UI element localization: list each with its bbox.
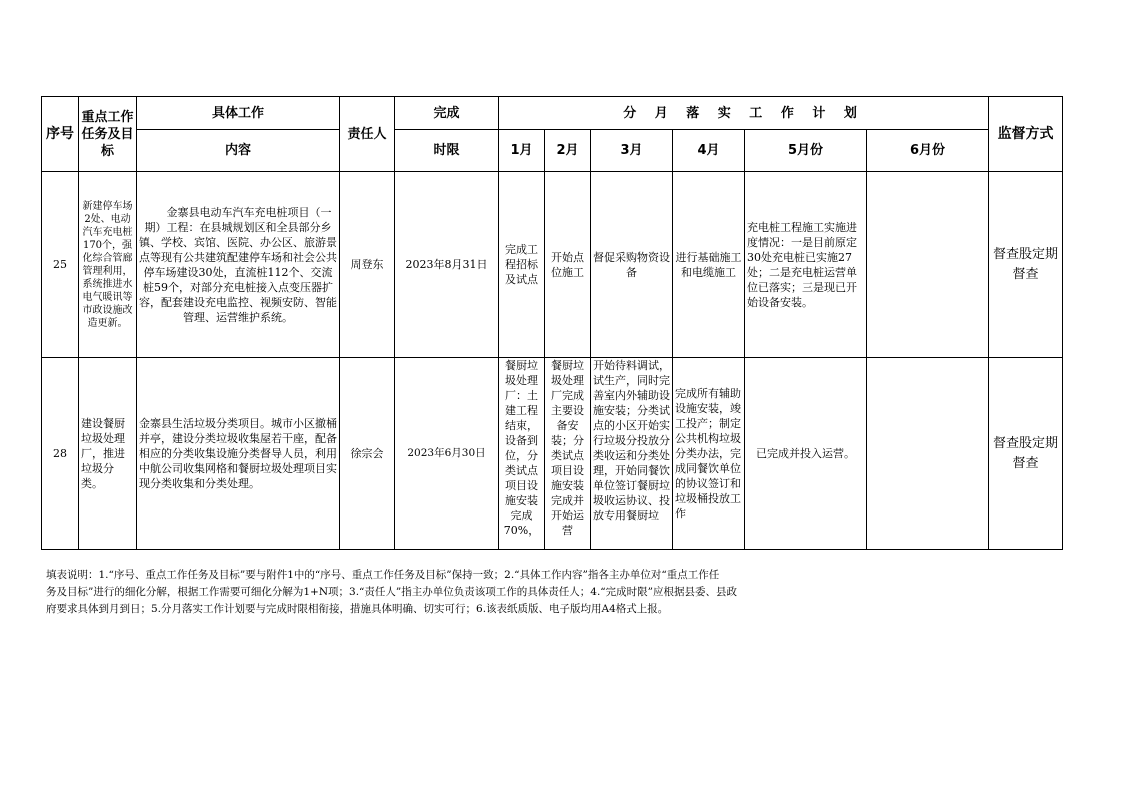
header-deadline-bottom: 时限 — [395, 130, 499, 172]
row-month-5: 已完成并投入运营。 — [745, 358, 867, 550]
table-row — [42, 358, 1063, 550]
row-month-6 — [867, 358, 989, 550]
note-line-1: 填表说明：1.“序号、重点工作任务及目标”要与附件1中的“序号、重点工作任务及目标”保持一致；2.“具体工作内容”指各主办单位对“重点工作任 — [46, 569, 720, 581]
row-task: 建设餐厨垃圾处理厂，推进垃圾分类。 — [79, 358, 137, 550]
row-month-4: 完成所有辅助设施安装，竣工投产；制定公共机构垃圾分类办法，完成同餐饮单位的协议签订和垃圾桶投放工作 — [673, 358, 745, 550]
row-month-1: 完成工程招标及试点 — [499, 172, 545, 358]
row-month-1-text: 餐厨垃圾处理厂：土建工程结束，设备到位，分类试点项目设施安装完成70%， — [503, 359, 540, 537]
note-line-3: 府要求具体到月到日；5.分月落实工作计划要与完成时限相衔接，措施具体明确、切实可行；6.该表纸质版、电子版均用A4格式上报。 — [46, 603, 669, 615]
row-month-1 — [499, 358, 545, 550]
header-deadline-top: 完成 — [395, 97, 499, 130]
row-month-2: 开始点位施工 — [545, 172, 591, 358]
row-month-2 — [545, 358, 591, 550]
row-content: 金寨县电动车汽车充电桩项目（一期）工程：在县城规划区和全县部分乡镇、学校、宾馆、医院、办公区、旅游景点等现有公共建筑配建停车场和社会公共停车场建设30处，直流桩112个、交流桩59个，对部分充电桩接入点变压器扩容，配套建设充电监控、视频安防、智能管理、运营维护系统。 — [137, 172, 340, 358]
row-month-3-text: 开始待料调试，试生产，同时完善室内外辅助设施安装；分类试点的小区开始实行垃圾分投放分类收运和分类处理，开始同餐饮单位签订餐厨垃圾收运协议、投放专用餐厨垃 — [593, 359, 670, 522]
row-owner: 徐宗会 — [340, 358, 395, 550]
row-deadline: 2023年6月30日 — [395, 358, 499, 550]
row-task: 新建停车场2处、电动汽车充电桩170个，强化综合管廊管理利用，系统推进水电气暖讯等市政设施改造更新。 — [79, 172, 137, 358]
work-plan-table — [41, 96, 1063, 550]
table-row — [42, 172, 1063, 358]
header-row-2 — [42, 130, 1063, 172]
header-month-3: 3月 — [591, 130, 673, 172]
row-month-5: 充电桩工程施工实施进度情况：一是目前原定30处充电桩已实施27处；二是充电桩运营单位已落实；三是现已开始设备安装。 — [745, 172, 867, 358]
row-month-3 — [591, 358, 673, 550]
row-month-2-text: 餐厨垃圾处理厂完成主要设备安装；分类试点项目设施安装完成并开始运营 — [551, 359, 584, 537]
row-deadline: 2023年8月31日 — [395, 172, 499, 358]
header-month-1: 1月 — [499, 130, 545, 172]
row-seq: 28 — [42, 358, 79, 550]
row-seq: 25 — [42, 172, 79, 358]
note-line-2: 务及目标”进行的细化分解，根据工作需要可细化分解为1+N项；3.“责任人”指主办单位负责该项工作的具体责任人；4.“完成时限”应根据县委、县政 — [46, 586, 738, 598]
header-task: 重点工作任务及目标 — [79, 97, 137, 172]
header-month-6: 6月份 — [867, 130, 989, 172]
row-month-3: 督促采购物资设备 — [591, 172, 673, 358]
header-work: 具体工作 — [137, 97, 340, 130]
row-content: 金寨县生活垃圾分类项目。城市小区撤桶并亭，建设分类垃圾收集屋若干座，配备相应的分类收集设施分类督导人员，利用中航公司收集网格和餐厨垃圾处理项目实现分类收集和分类处理。 — [137, 358, 340, 550]
header-content: 内容 — [137, 130, 340, 172]
header-supervision: 监督方式 — [989, 97, 1063, 172]
header-row-1 — [42, 97, 1063, 130]
header-seq: 序号 — [42, 97, 79, 172]
header-month-2: 2月 — [545, 130, 591, 172]
header-monthly-plan: 分 月 落 实 工 作 计 划 — [499, 97, 989, 130]
row-supervision: 督查股定期督查 — [989, 172, 1063, 358]
header-month-5: 5月份 — [745, 130, 867, 172]
fill-in-instructions — [46, 567, 881, 618]
row-owner: 周登东 — [340, 172, 395, 358]
row-month-4: 进行基础施工和电缆施工 — [673, 172, 745, 358]
header-month-4: 4月 — [673, 130, 745, 172]
header-owner: 责任人 — [340, 97, 395, 172]
row-month-6 — [867, 172, 989, 358]
row-supervision: 督查股定期督查 — [989, 358, 1063, 550]
